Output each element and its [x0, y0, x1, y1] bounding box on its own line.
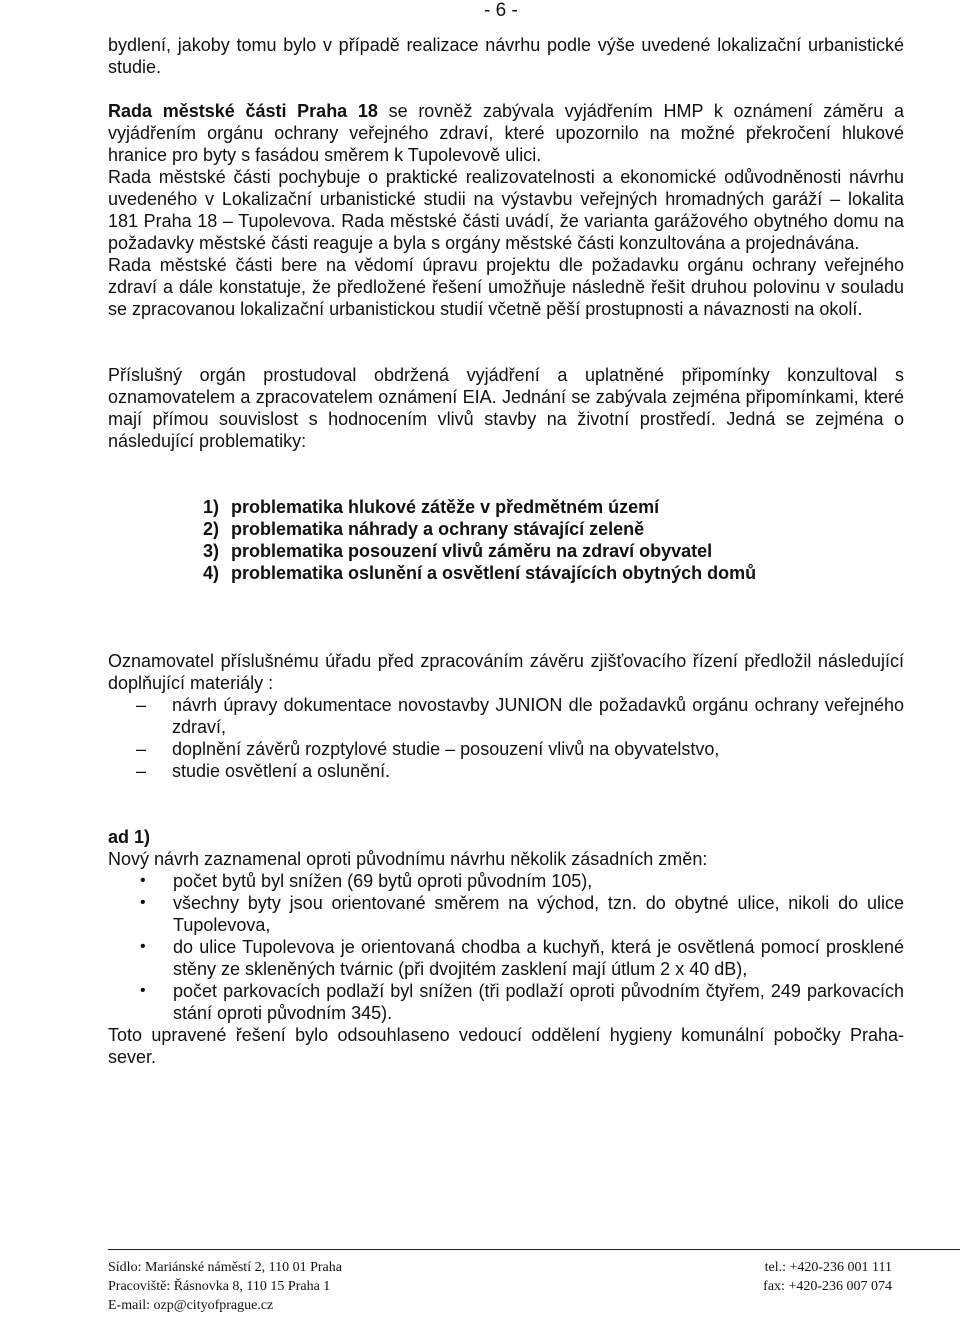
problem-item: 1) problematika hlukové zátěže v předmětném území — [203, 497, 660, 517]
footer-address: Sídlo: Mariánské náměstí 2, 110 01 Praha — [108, 1260, 342, 1275]
change-item: • všechny byty jsou orientované směrem na východ, tzn. do obytné ulice, nikoli do ulice Tupolevova, — [140, 893, 904, 935]
paragraph-2-text: se rovněž zabývala vyjádřením HMP k oznámení záměru a vyjádřením orgánu ochrany veřejného zdraví, které upozornilo na možné překročení hlukové hranice pro byty s fasádou směrem k Tupolevově ulici. — [108, 101, 905, 165]
ad1-heading: ad 1) — [108, 827, 151, 847]
problem-item: 4) problematika oslunění a osvětlení stávajících obytných domů — [203, 563, 757, 583]
paragraph-1: bydlení, jakoby tomu bylo v případě realizace návrhu podle výše uvedené lokalizační urbanistické studie. — [108, 35, 904, 77]
footer-tel: tel.: +420-236 001 111 — [764, 1260, 892, 1275]
footer-email: E-mail: ozp@cityofprague.cz — [108, 1298, 274, 1313]
problem-item: 3) problematika posouzení vlivů záměru na zdraví obyvatel — [203, 541, 713, 561]
change-item: • počet parkovacích podlaží byl snížen (tři podlaží oproti původním čtyřem, 249 parkovacích stání oproti původním 345). — [140, 981, 904, 1023]
paragraph-8: Toto upravené řešení bylo odsouhlaseno vedoucí oddělení hygieny komunální pobočky Praha-sever. — [108, 1025, 904, 1067]
paragraph-3: Rada městské části pochybuje o praktické realizovatelnosti a ekonomické odůvodněnosti návrhu uvedeného v Lokalizační urbanistické studii na výstavbu veřejných hromadných garáží – lokalita 181 Praha 18 – Tupolevova. Rada městské části uvádí, že varianta garážového obytného domu na požadavky městské části reaguje a byla s orgány městské části konzultována a projednávána. — [108, 167, 904, 253]
change-item: • počet bytů byl snížen (69 bytů oproti původním 105), — [140, 871, 593, 891]
footer-fax: fax: +420-236 007 074 — [763, 1279, 892, 1294]
page-footer — [108, 1249, 960, 1315]
change-item: • do ulice Tupolevova je orientovaná chodba a kuchyň, která je osvětlená pomocí prosklené stěny ze skleněných tvárnic (při dvojitém zasklení mají útlum 2 x 40 dB), — [140, 937, 904, 979]
footer-workplace: Pracoviště: Řásnovka 8, 110 15 Praha 1 — [108, 1279, 331, 1294]
paragraph-2 — [108, 100, 904, 166]
material-item: – doplnění závěrů rozptylové studie – posouzení vlivů na obyvatelstvo, — [136, 739, 720, 759]
material-item: – studie osvětlení a oslunění. — [136, 761, 391, 781]
problem-item: 2) problematika náhrady a ochrany stávající zeleně — [203, 519, 645, 539]
paragraph-4: Rada městské části bere na vědomí úpravu projektu dle požadavku orgánu ochrany veřejného zdraví a dále konstatuje, že předložené řešení umožňuje následně řešit druhou polovinu v souladu se zpracovanou lokalizační urbanistickou studií včetně pěší prostupnosti a návaznosti na okolí. — [108, 255, 904, 319]
paragraph-6: Oznamovatel příslušnému úřadu před zpracováním závěru zjišťovacího řízení předložil následující doplňující materiály : — [108, 651, 904, 693]
problems-list — [203, 496, 904, 584]
document-body — [108, 34, 904, 1068]
paragraph-2-bold: Rada městské části Praha 18 — [108, 101, 378, 121]
materials-list — [136, 694, 904, 782]
page-number: - 6 - — [484, 0, 518, 21]
paragraph-5: Příslušný orgán prostudoval obdržená vyjádření a uplatněné připomínky konzultoval s oznamovatelem a zpracovatelem oznámení EIA. Jednání se zabývala zejména připomínkami, které mají přímou souvislost s hodnocením vlivů stavby na životní prostředí. Jedná se zejména o následující problematiky: — [108, 365, 904, 451]
changes-list — [140, 870, 904, 1024]
material-item: – návrh úpravy dokumentace novostavby JUNION dle požadavků orgánu ochrany veřejného zdraví, — [136, 695, 904, 737]
paragraph-7: Nový návrh zaznamenal oproti původnímu návrhu několik zásadních změn: — [108, 849, 708, 869]
